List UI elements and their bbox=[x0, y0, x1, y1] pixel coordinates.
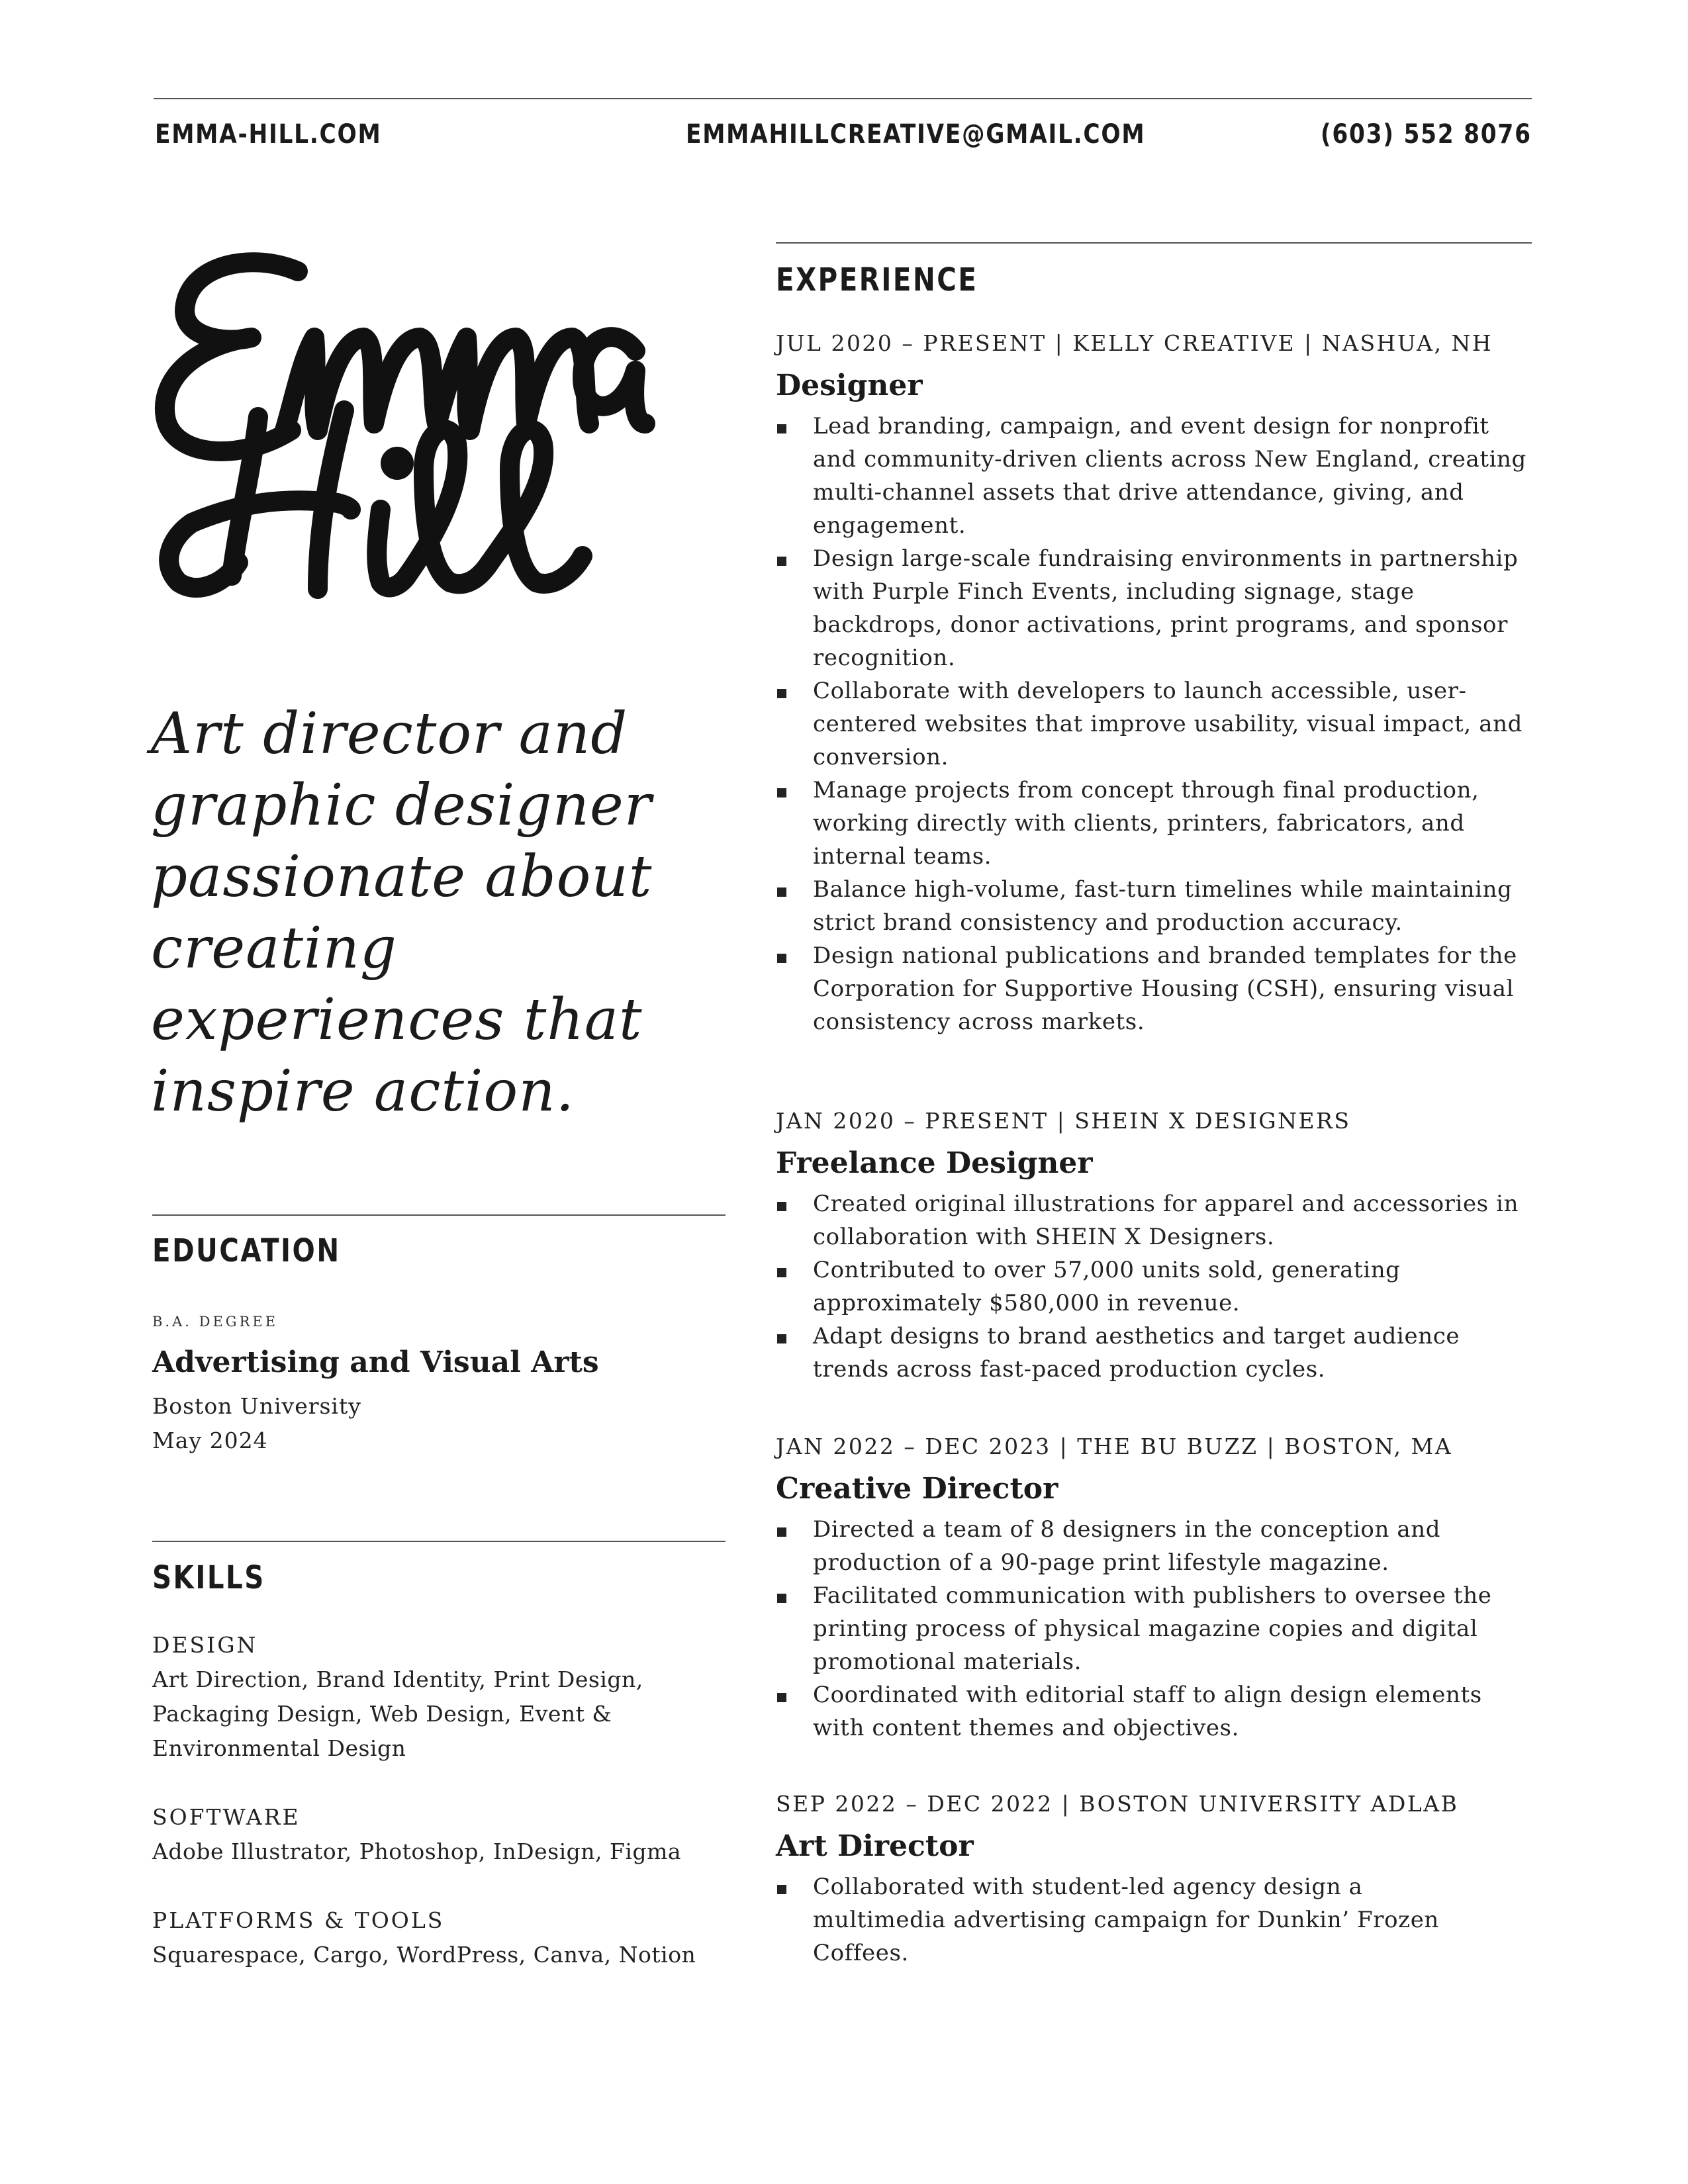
job-bullet: Adapt designs to brand aesthetics and target audience trends across fast-paced production cycles. bbox=[776, 1320, 1537, 1386]
skill-label: PLATFORMS & TOOLS bbox=[152, 1907, 445, 1933]
job-bullet: Lead branding, campaign, and event design for nonprofit and community-driven clients across New England, creating multi-channel assets that drive attendance, giving, and engagement. bbox=[776, 410, 1537, 542]
job-entry-bu-buzz bbox=[776, 1431, 1537, 1745]
skill-group-software bbox=[152, 1800, 748, 1869]
skill-group-design bbox=[152, 1628, 748, 1766]
job-bullet: Created original illustrations for apparel and accessories in collaboration with SHEIN X Designers. bbox=[776, 1187, 1537, 1253]
job-title: Art Director bbox=[776, 1829, 974, 1863]
job-meta: JAN 2020 – PRESENT | SHEIN X DESIGNERS bbox=[776, 1108, 1351, 1134]
school-name: Boston University bbox=[152, 1393, 361, 1419]
education-heading: EDUCATION bbox=[152, 1232, 341, 1269]
job-entry-kelly-creative bbox=[776, 328, 1537, 1038]
contact-website[interactable]: EMMA-HILL.COM bbox=[155, 119, 382, 150]
education-entry bbox=[152, 1314, 722, 1458]
skills-rule bbox=[152, 1541, 726, 1542]
skill-label: DESIGN bbox=[152, 1632, 258, 1658]
skill-group-platforms bbox=[152, 1903, 748, 1972]
job-meta: JUL 2020 – PRESENT | KELLY CREATIVE | NASHUA, NH bbox=[776, 330, 1493, 356]
job-meta: JAN 2022 – DEC 2023 | THE BU BUZZ | BOSTON, MA bbox=[776, 1433, 1453, 1459]
job-bullets bbox=[776, 410, 1537, 1038]
contact-email[interactable]: EMMAHILLCREATIVE@GMAIL.COM bbox=[686, 119, 1146, 150]
job-bullet: Balance high-volume, fast-turn timelines while maintaining strict brand consistency and production accuracy. bbox=[776, 873, 1537, 939]
job-bullets bbox=[776, 1187, 1537, 1386]
job-bullet: Collaborate with developers to launch accessible, user-centered websites that improve usability, visual impact, and conversion. bbox=[776, 674, 1537, 774]
header-rule bbox=[154, 98, 1532, 99]
experience-rule bbox=[776, 242, 1532, 244]
job-bullet: Facilitated communication with publishers to oversee the printing process of physical magazine copies and digital promotional materials. bbox=[776, 1579, 1537, 1678]
job-bullet: Collaborated with student-led agency design a multimedia advertising campaign for Dunkin’ Frozen Coffees. bbox=[776, 1870, 1448, 1970]
job-bullet: Directed a team of 8 designers in the conception and production of a 90-page print lifestyle magazine. bbox=[776, 1513, 1537, 1579]
job-bullet: Coordinated with editorial staff to align design elements with content themes and objectives. bbox=[776, 1678, 1537, 1745]
skills-list bbox=[152, 1628, 748, 2007]
skill-text: Squarespace, Cargo, WordPress, Canva, Notion bbox=[152, 1942, 696, 1968]
job-title: Creative Director bbox=[776, 1472, 1058, 1506]
job-bullet: Manage projects from concept through final production, working directly with clients, printers, fabricators, and internal teams. bbox=[776, 774, 1537, 873]
graduation-date: May 2024 bbox=[152, 1428, 268, 1453]
degree-type: B.A. DEGREE bbox=[152, 1314, 279, 1330]
skills-heading: SKILLS bbox=[152, 1559, 265, 1596]
job-title: Freelance Designer bbox=[776, 1146, 1093, 1180]
skill-label: SOFTWARE bbox=[152, 1804, 301, 1830]
job-bullet: Design large-scale fundraising environments in partnership with Purple Finch Events, including signage, stage backdrops, donor activations, print programs, and sponsor recognition. bbox=[776, 542, 1537, 674]
emma-hill-signature-logo bbox=[152, 245, 655, 615]
tagline: Art director and graphic designer passionate about creating experiences that inspire action. bbox=[151, 701, 653, 1124]
job-meta: SEP 2022 – DEC 2022 | BOSTON UNIVERSITY ADLAB bbox=[776, 1791, 1459, 1817]
job-bullet: Design national publications and branded templates for the Corporation for Supportive Housing (CSH), ensuring visual consistency across markets. bbox=[776, 939, 1537, 1038]
skill-text: Adobe Illustrator, Photoshop, InDesign, Figma bbox=[152, 1839, 682, 1864]
job-title: Designer bbox=[776, 369, 923, 402]
degree-field: Advertising and Visual Arts bbox=[152, 1345, 599, 1379]
contact-phone[interactable]: (603) 552 8076 bbox=[1321, 119, 1532, 150]
experience-heading: EXPERIENCE bbox=[776, 261, 978, 298]
skill-text: Art Direction, Brand Identity, Print Design, Packaging Design, Web Design, Event & Environmental Design bbox=[152, 1666, 643, 1761]
education-rule bbox=[152, 1214, 726, 1216]
job-bullets bbox=[776, 1870, 1537, 1970]
job-bullet: Contributed to over 57,000 units sold, generating approximately $580,000 in revenue. bbox=[776, 1253, 1537, 1320]
job-entry-bu-adlab bbox=[776, 1788, 1537, 1970]
job-entry-shein bbox=[776, 1105, 1537, 1386]
job-bullets bbox=[776, 1513, 1537, 1745]
